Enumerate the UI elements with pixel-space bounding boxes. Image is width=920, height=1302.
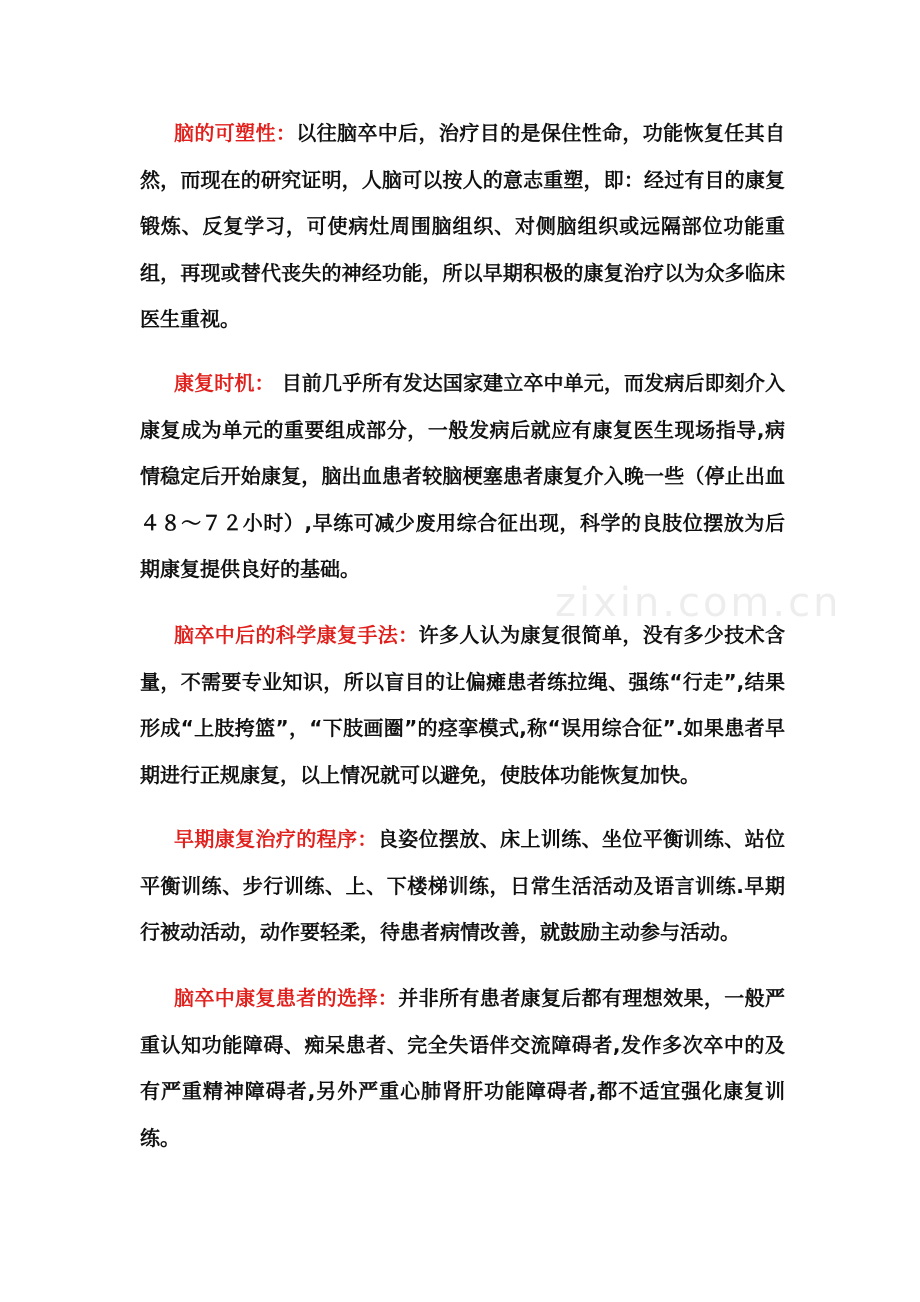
body-scientific-rehab-method: 许多人认为康复很简单，没有多少技术含量，不需要专业知识，所以盲目的让偏瘫患者练拉绳、强练“行走”,结果形成“上肢挎篮”，“下肢画圈”的痉挛模式,称“误用综合征”.如果患者早期进行正规康复，以上情况就可以避免，使肢体功能恢复加快。 xyxy=(140,623,786,787)
heading-patient-selection: 脑卒中康复患者的选择： xyxy=(174,986,399,1010)
heading-early-rehab-procedure: 早期康复治疗的程序： xyxy=(174,827,378,851)
body-patient-selection: 并非所有患者康复后都有理想效果，一般严重认知功能障碍、痴呆患者、完全失语伴交流障碍者,发作多次卒中的及有严重精神障碍者,另外严重心肺肾肝功能障碍者,都不适宜强化康复训练。 xyxy=(140,986,786,1150)
heading-brain-plasticity: 脑的可塑性： xyxy=(174,121,297,145)
watermark: zixin.com.cn xyxy=(555,580,842,626)
paragraph-patient-selection xyxy=(140,975,785,1161)
paragraph-brain-plasticity xyxy=(140,110,785,343)
body-rehab-timing: 目前几乎所有发达国家建立卒中单元，而发病后即刻介入康复成为单元的重要组成部分，一般发病后就应有康复医生现场指导,病情稳定后开始康复，脑出血患者较脑梗塞患者康复介入晚一些（停止出血４８～７２小时）,早练可减少废用综合征出现，科学的良肢位摆放为后期康复提供良好的基础。 xyxy=(140,371,785,581)
body-brain-plasticity: 以往脑卒中后，治疗目的是保住性命，功能恢复任其自然，而现在的研究证明，人脑可以按人的意志重塑，即：经过有目的康复锻炼、反复学习，可使病灶周围脑组织、对侧脑组织或远隔部位功能重组，再现或替代丧失的神经功能，所以早期积极的康复治疗以为众多临床医生重视。 xyxy=(140,121,786,331)
heading-scientific-rehab-method: 脑卒中后的科学康复手法： xyxy=(174,623,419,647)
paragraph-rehab-timing xyxy=(140,360,785,593)
paragraph-scientific-rehab-method xyxy=(140,612,785,798)
body-early-rehab-procedure: 良姿位摆放、床上训练、坐位平衡训练、站位平衡训练、步行训练、上、下楼梯训练，日常生活活动及语言训练.早期行被动活动，动作要轻柔，待患者病情改善，就鼓励主动参与活动。 xyxy=(140,827,786,944)
paragraph-early-rehab-procedure xyxy=(140,816,785,956)
heading-rehab-timing: 康复时机： xyxy=(174,371,275,395)
